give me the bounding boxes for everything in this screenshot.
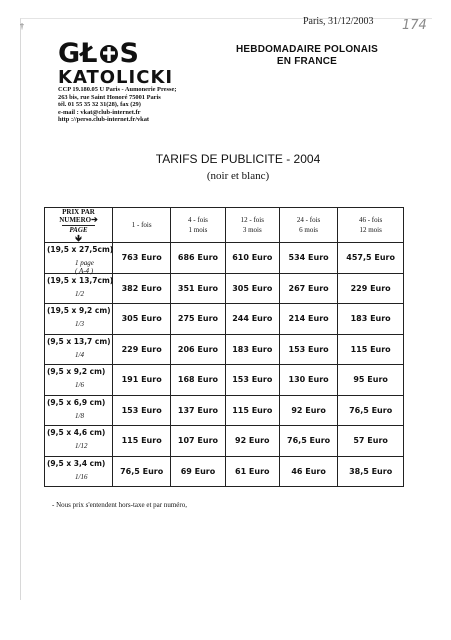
price-cell: 69 Euro: [171, 456, 225, 487]
price-cell: 115 Euro: [113, 426, 171, 457]
cross-icon: [99, 44, 119, 64]
format-cell: [45, 243, 113, 274]
format-dimensions: (9,5 x 3,4 cm): [47, 458, 106, 468]
arrow-right-icon: ➔: [91, 215, 98, 224]
document-subtitle: (noir et blanc): [206, 170, 270, 182]
table-row: [45, 426, 404, 457]
price-cell: 92 Euro: [225, 426, 279, 457]
arrow-down-icon: 🡻: [75, 233, 82, 243]
format-fraction: 1/2: [75, 289, 84, 298]
price-cell: 382 Euro: [113, 273, 171, 304]
price-cell: 57 Euro: [338, 426, 404, 457]
format-fraction: 1/16: [75, 472, 88, 481]
price-cell: 61 Euro: [225, 456, 279, 487]
format-dimensions: (19,5 x 27,5cm): [47, 245, 114, 254]
price-cell: 275 Euro: [171, 304, 225, 335]
price-cell: 46 Euro: [279, 456, 337, 487]
price-cell: 153 Euro: [113, 395, 171, 426]
format-fraction: 1/8: [75, 411, 84, 420]
format-dimensions: (9,5 x 6,9 cm): [47, 397, 106, 407]
contact-line: 263 bis, rue Saint Honoré 75001 Paris: [58, 93, 161, 101]
contact-line: e-mail : vkat@club-internet.fr: [58, 108, 141, 116]
contact-line: CCP 19.180.05 U Paris - Aumonerie Presse;: [58, 86, 177, 93]
table-row: [45, 243, 404, 274]
format-dimensions: (9,5 x 9,2 cm): [47, 367, 106, 376]
price-cell: 305 Euro: [113, 304, 171, 335]
table-row: [45, 334, 404, 365]
price-cell: 763 Euro: [113, 243, 171, 274]
price-cell: 305 Euro: [225, 273, 279, 304]
format-fraction: 1/4: [75, 350, 84, 359]
contact-line: tél. 01 55 35 32 31(28), fax (29): [58, 101, 141, 109]
price-table: [44, 207, 404, 487]
prix-par-label: PRIX PAR: [62, 208, 95, 216]
price-cell: 115 Euro: [338, 334, 404, 365]
price-cell: 76,5 Euro: [338, 395, 404, 426]
contact-block: [58, 86, 202, 124]
format-fraction: 1/12: [75, 442, 88, 450]
publication-title-line: EN FRANCE: [276, 56, 338, 67]
price-cell: 244 Euro: [225, 304, 279, 335]
format-fraction: 1/6: [75, 381, 84, 389]
price-cell: 168 Euro: [171, 365, 225, 396]
numero-label: NUMERO: [59, 216, 92, 224]
price-cell: 130 Euro: [279, 365, 337, 396]
logo-letter: S: [119, 38, 139, 69]
column-header: 1 - fois: [113, 208, 171, 243]
price-cell: 457,5 Euro: [338, 243, 404, 274]
column-header: 24 - fois 6 mois: [279, 208, 337, 243]
table-row: [45, 365, 404, 396]
handwritten-page-number: 174: [402, 18, 427, 33]
column-header: 4 - fois 1 mois: [171, 208, 225, 243]
price-cell: 229 Euro: [113, 334, 171, 365]
header-corner-cell: [45, 208, 113, 243]
format-cell: [45, 304, 113, 335]
logo-subtitle: KATOLICKI: [58, 67, 174, 88]
price-cell: 183 Euro: [338, 304, 404, 335]
glos-katolicki-logo: [58, 40, 172, 87]
price-cell: 95 Euro: [338, 365, 404, 396]
price-cell: 534 Euro: [279, 243, 337, 274]
footnote: - Nous prix s'entendent hors-taxe et par numéro,: [52, 501, 187, 509]
table-row: [45, 456, 404, 487]
format-dimensions: (9,5 x 4,6 cm): [47, 428, 106, 437]
price-cell: 610 Euro: [225, 243, 279, 274]
format-cell: [45, 395, 113, 426]
price-cell: 267 Euro: [279, 273, 337, 304]
table-row: [45, 395, 404, 426]
contact-line: http ://perso.club-internet.fr/vkat: [58, 116, 150, 124]
price-cell: 229 Euro: [338, 273, 404, 304]
price-cell: 153 Euro: [225, 365, 279, 396]
document-title: TARIFS DE PUBLICITE - 2004: [155, 152, 321, 166]
format-dimensions: (9,5 x 13,7 cm): [47, 336, 111, 346]
format-cell: [45, 426, 113, 457]
price-cell: 76,5 Euro: [113, 456, 171, 487]
format-fraction: 1 page ( A-4 ): [75, 259, 94, 275]
price-cell: 183 Euro: [225, 334, 279, 365]
price-cell: 206 Euro: [171, 334, 225, 365]
publication-title-line: HEBDOMADAIRE POLONAIS: [236, 44, 378, 55]
price-cell: 214 Euro: [279, 304, 337, 335]
format-cell: [45, 273, 113, 304]
column-header: 12 - fois 3 mois: [225, 208, 279, 243]
price-cell: 38,5 Euro: [338, 456, 404, 487]
price-cell: 351 Euro: [171, 273, 225, 304]
format-dimensions: (19,5 x 13,7cm): [47, 275, 114, 285]
table-row: [45, 304, 404, 335]
table-row: [45, 273, 404, 304]
format-cell: [45, 365, 113, 396]
format-fraction: 1/3: [75, 320, 84, 328]
format-dimensions: (19,5 x 9,2 cm): [47, 306, 111, 315]
table-header-row: [45, 208, 404, 243]
logo-letter: G: [58, 38, 81, 69]
price-cell: 107 Euro: [171, 426, 225, 457]
publication-title: [232, 44, 382, 68]
logo-title-line: [58, 40, 172, 67]
corner-mark: †: [20, 22, 24, 31]
price-cell: 191 Euro: [113, 365, 171, 396]
price-cell: 76,5 Euro: [279, 426, 337, 457]
price-cell: 686 Euro: [171, 243, 225, 274]
format-cell: [45, 334, 113, 365]
price-cell: 92 Euro: [279, 395, 337, 426]
price-cell: 137 Euro: [171, 395, 225, 426]
column-header: 46 - fois 12 mois: [338, 208, 404, 243]
price-cell: 115 Euro: [225, 395, 279, 426]
logo-letter: Ł: [80, 38, 98, 69]
price-cell: 153 Euro: [279, 334, 337, 365]
format-cell: [45, 456, 113, 487]
document-date: Paris, 31/12/2003: [303, 16, 374, 27]
page-label: PAGE: [69, 226, 88, 234]
